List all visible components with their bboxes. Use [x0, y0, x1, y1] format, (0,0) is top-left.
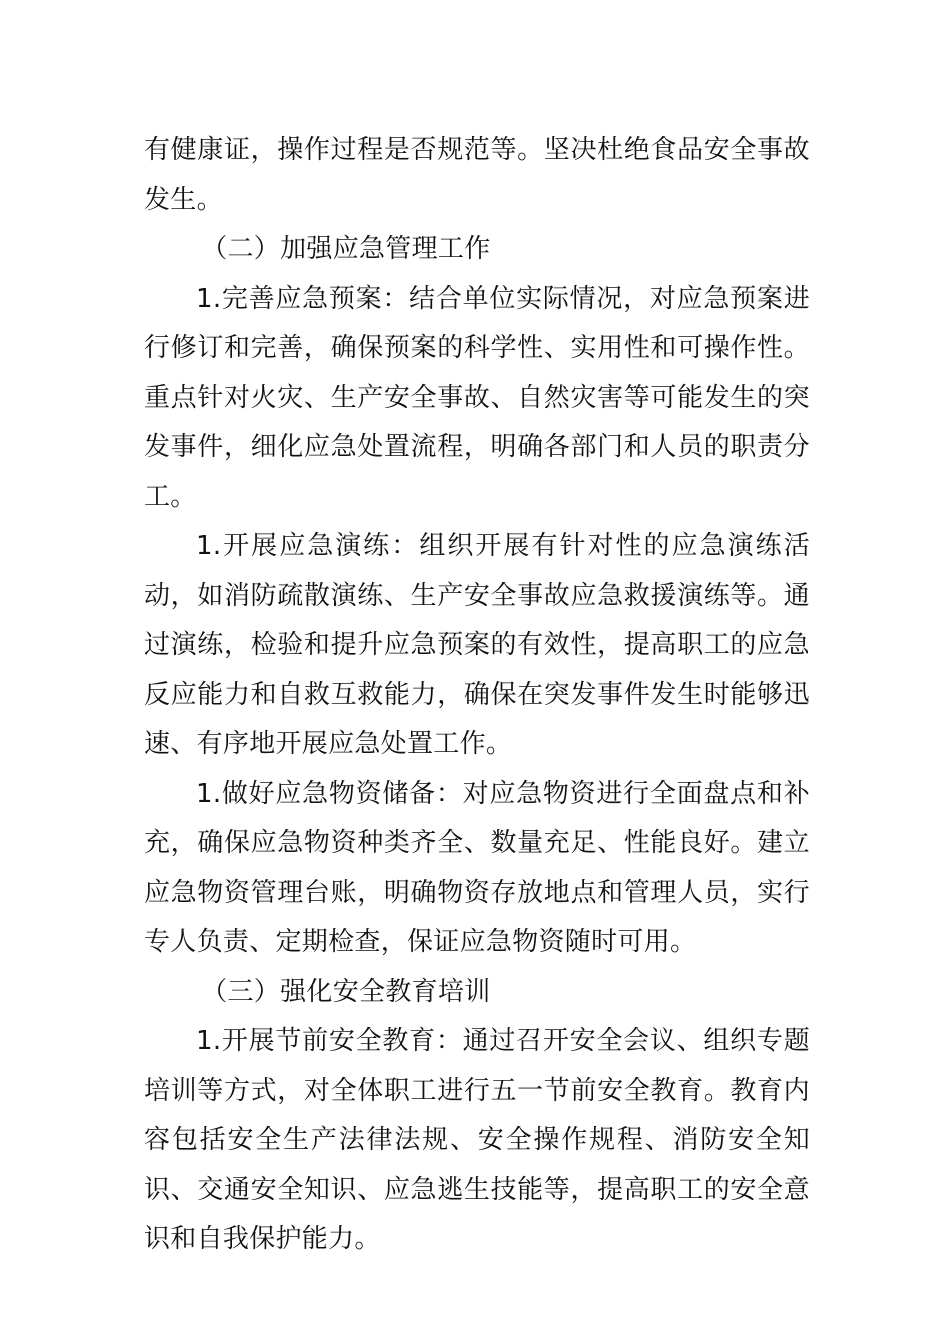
section-heading-2: （二）加强应急管理工作: [201, 234, 491, 264]
document-body: [144, 126, 810, 1265]
paragraph-emergency-plan: 1.完善应急预案：结合单位实际情况，对应急预案进行修订和完善，确保预案的科学性、实用性和可操作性。重点针对火灾、生产安全事故、自然灾害等可能发生的突发事件，细化应急处置流程，明确各部门和人员的职责分工。: [144, 283, 810, 512]
paragraph-emergency-drill: 1.开展应急演练：组织开展有针对性的应急演练活动，如消防疏散演练、生产安全事故应急救援演练等。通过演练，检验和提升应急预案的有效性，提高职工的应急反应能力和自救互救能力，确保在突发事件发生时能够迅速、有序地开展应急处置工作。: [144, 531, 810, 759]
section-heading-3: （三）强化安全教育培训: [201, 976, 491, 1007]
paragraph-continued: 有健康证，操作过程是否规范等。坚决杜绝食品安全事故发生。: [144, 135, 810, 215]
paragraph-safety-education: 1.开展节前安全教育：通过召开安全会议、组织专题培训等方式，对全体职工进行五一节前安全教育。教育内容包括安全生产法律法规、安全操作规程、消防安全知识、交通安全知识、应急逃生技能等，提高职工的安全意识和自我保护能力。: [144, 1026, 810, 1254]
paragraph-emergency-supplies: 1.做好应急物资储备：对应急物资进行全面盘点和补充，确保应急物资种类齐全、数量充足、性能良好。建立应急物资管理台账，明确物资存放地点和管理人员，实行专人负责、定期检查，保证应急物资随时可用。: [144, 778, 810, 957]
